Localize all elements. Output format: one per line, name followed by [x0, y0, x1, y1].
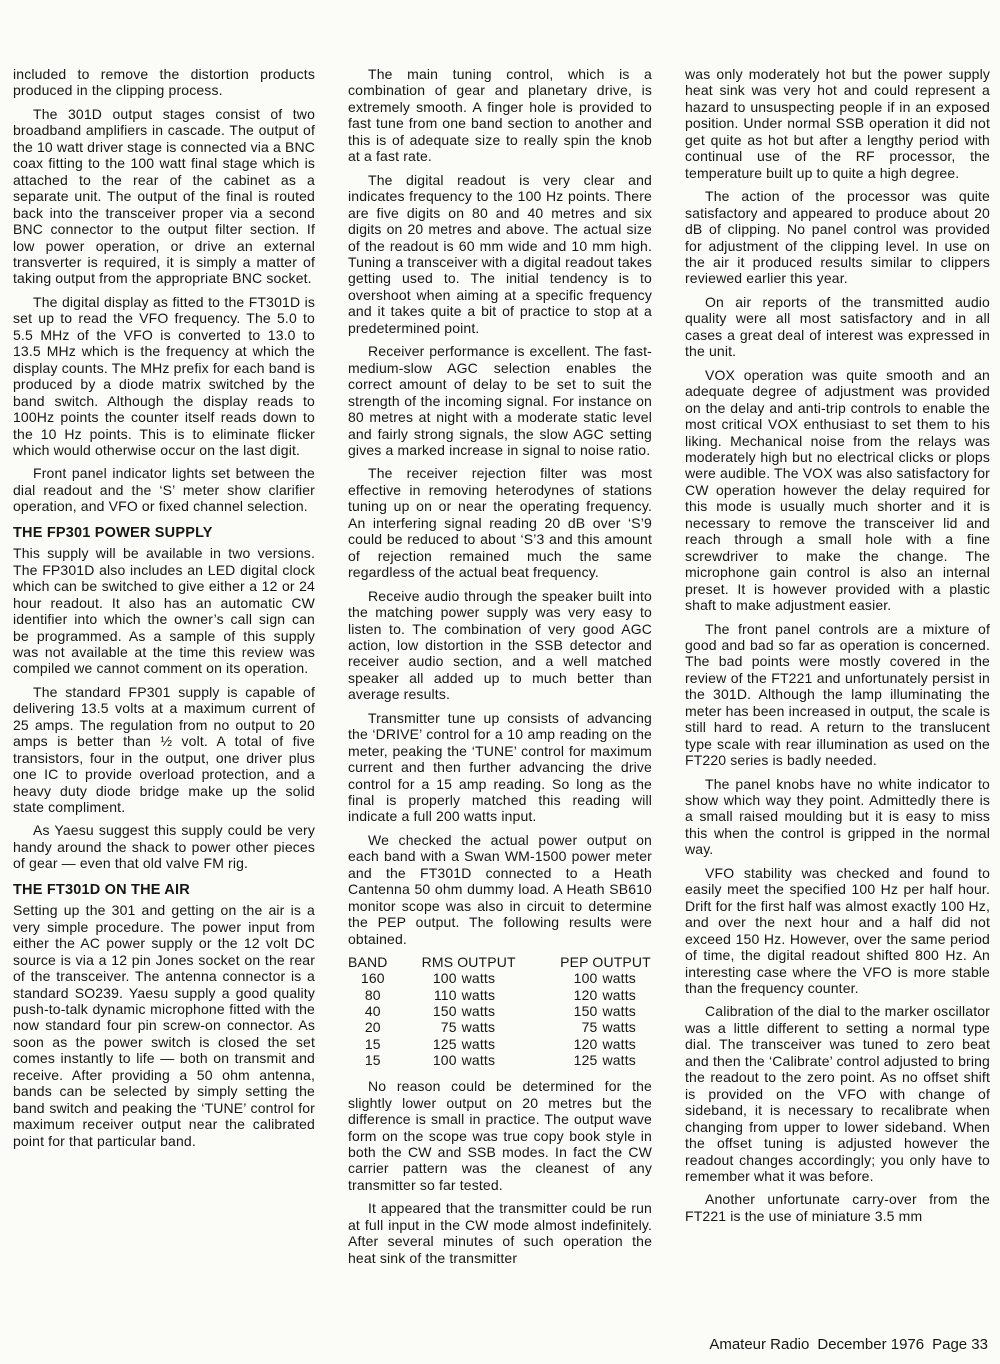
pep-unit-cell: watts — [602, 1003, 636, 1019]
paragraph: Another unfortunate carry-over from the FT221 is the use of miniature 3.5 mm — [685, 1191, 990, 1224]
paragraph: Front panel indicator lights set between the dial readout and the ‘S’ meter show clarifier operation, and VFO or fixed channel selection. — [13, 465, 315, 515]
paragraph: No reason could be determined for the slightly lower output on 20 metres but the difference is small in practice. The output wave form on the scope was true copy book style in both the CW and SSB modes. In fact the CW carrier pattern was the cleanest of any transmitter so far tested. — [348, 1078, 652, 1193]
pep-value-cell: 150 — [573, 1003, 598, 1019]
paragraph: Calibration of the dial to the marker oscillator was a little different to setting a normal type dial. The transceiver was tuned to zero beat and then the ‘Calibrate’ control adjusted to bring the readout to the zero point. As no offset shift is provided on the VFO with change of sideband, it is necessary to recalibrate when changing from upper to lower sideband. When the offset tuning is adjusted however the readout changes accordingly; you only have to remember what it was before. — [685, 1003, 990, 1184]
pep-value-cell: 100 — [573, 970, 598, 987]
band-cell: 40 — [364, 1003, 381, 1019]
paragraph: Transmitter tune up consists of advancing the ‘DRIVE’ control for a 10 amp reading on the meter, peaking the ‘TUNE’ control for maximum current and then further advancing the drive control for a 15 amp reading. So long as the final is properly matched this reading will indicate a full 200 watts input. — [348, 709, 652, 825]
pep-value-cell: 125 — [573, 1051, 598, 1068]
column-1 — [13, 66, 315, 1156]
paragraph: The main tuning control, which is a combination of gear and planetary drive, is extremely smooth. A finger hole is provided to fast tune from one band section to another and this is of adequate size to really spin the knob at a fast rate. — [348, 66, 652, 165]
rms-unit-cell: watts — [461, 970, 496, 987]
table-row — [348, 970, 652, 986]
paragraph: Receive audio through the speaker built into the matching power supply was very easy to listen to. The combination of very good AGC action, low distortion in the SSB detector and receiver audio section, and a well matched speaker all added up to much better than average results. — [348, 587, 652, 703]
header-pep-output: PEP OUTPUT — [560, 954, 651, 971]
paragraph: We checked the actual power output on each band with a Swan WM-1500 power meter and the FT301D connected to a Heath Cantenna 50 ohm dummy load. A Heath SB610 monitor scope was also in circuit to determine the PEP output. The following results were obtained. — [348, 831, 652, 947]
power-output-table — [348, 954, 652, 1068]
pep-unit-cell: watts — [602, 986, 636, 1003]
header-rms-output: RMS OUTPUT — [421, 954, 516, 971]
band-cell: 80 — [364, 986, 381, 1003]
rms-value-cell: 150 — [432, 1003, 457, 1019]
paragraph: Setting up the 301 and getting on the air is a very simple procedure. The power input from either the AC power supply or the 12 volt DC source is via a 12 pin Jones socket on the rear of the transceiver. The antenna connector is a standard SO239. Yaesu supply a good quality push-to-talk dynamic microphone fitted with the now standard four pin screw-on connector. As soon as the power switch is closed the set comes instantly to life — both on transmit and receive. After providing a 50 ohm antenna, bands can be selected by simply setting the band switch and peaking the ‘TUNE’ control for maximum receiver output near the calibrated point for that particular band. — [13, 902, 315, 1149]
paragraph: included to remove the distortion products produced in the clipping process. — [13, 66, 315, 99]
paragraph: The panel knobs have no white indicator to show which way they point. Admittedly there is a small raised moulding but it is easy to miss this when the control is gripped in the normal way. — [685, 775, 990, 858]
band-cell: 15 — [364, 1051, 381, 1068]
paragraph: The digital readout is very clear and indicates frequency to the 100 Hz points. There are five digits on 80 and 40 metres and six digits on 20 metres and above. The actual size of the readout is 60 mm wide and 10 mm high. Tuning a transceiver with a digital readout takes getting used to. The initial tendency is to overshoot when aiming at a specific frequency and it takes quite a bit of practice to stop at a predetermined point. — [348, 171, 652, 336]
paragraph: The standard FP301 supply is capable of delivering 13.5 volts at a maximum current of 25 amps. The regulation from no output to 20 amps is better than ½ volt. A total of five transistors, four in the output, one driver plus one IC to provide overload protection, and a heavy duty diode bridge make up the solid state compliment. — [13, 683, 315, 816]
paragraph: The 301D output stages consist of two broadband amplifiers in cascade. The output of the 10 watt driver stage is connected via a BNC coax fitting to the 100 watt final stage which is attached to the rear of the cabinet as a separate unit. The output of the final is routed back into the transceiver proper via a second BNC connector to the output filter section. If low power operation, or drive an external transverter is required, it is simply a matter of taking output from the appropriate BNC socket. — [13, 105, 315, 287]
rms-unit-cell: watts — [461, 1035, 496, 1052]
footer-publication: Amateur Radio — [709, 1336, 810, 1353]
table-row — [348, 1019, 652, 1035]
paragraph: VFO stability was checked and found to easily meet the specified 100 Hz per half hour. Drift for the first half was almost exactly 100 Hz, and over the next hour and a half did not exceed 150 Hz. However, over the same period of time, the digital readout shifted 800 Hz. An interesting case where the VFO is more stable than the frequency counter. — [685, 864, 990, 997]
paragraph: It appeared that the transmitter could be run at full input in the CW mode almost indefinitely. After several minutes of such operation the heat sink of the transmitter — [348, 1200, 652, 1266]
footer-issue: December 1976 — [817, 1336, 925, 1353]
pep-unit-cell: watts — [602, 1019, 636, 1036]
column-2 — [348, 66, 652, 1273]
section-heading-fp301: THE FP301 POWER SUPPLY — [13, 524, 213, 541]
paragraph: The receiver rejection filter was most effective in removing heterodynes of stations tuning up on or near the operating frequency. An interfering signal reading 20 dB over ‘S’9 could be reduced to about ‘S’3 and this amount of rejection remained much the same regardless of the actual beat frequency. — [348, 465, 652, 581]
pep-value-cell: 120 — [573, 1035, 598, 1052]
table-row — [348, 1003, 652, 1019]
rms-value-cell: 75 — [440, 1019, 457, 1036]
section-heading-on-air: THE FT301D ON THE AIR — [13, 881, 190, 898]
page-footer — [676, 1336, 988, 1353]
rms-value-cell: 100 — [432, 970, 457, 987]
table-row — [348, 987, 652, 1003]
rms-unit-cell: watts — [461, 1051, 496, 1068]
paragraph: The front panel controls are a mixture of good and bad so far as operation is concerned. The bad points were mostly covered in the review of the FT221 and unfortunately persist in the 301D. Although the lamp illuminating the meter has been increased in output, the scale is still hard to read. A return to the translucent type scale with rear illumination as used on the FT220 series is badly needed. — [685, 620, 990, 769]
band-cell: 160 — [360, 970, 385, 987]
rms-value-cell: 100 — [432, 1051, 457, 1068]
table-header-row — [348, 954, 652, 970]
table-row — [348, 1052, 652, 1068]
paragraph: was only moderately hot but the power supply heat sink was very hot and could represent a hazard to unsuspecting people if in an exposed position. Under normal SSB operation it did not get quite as hot but after a lengthy period with continual use of the RF processor, the temperature built up to quite a high degree. — [685, 66, 990, 181]
paragraph: This supply will be available in two versions. The FP301D also includes an LED digital clock which can be switched to give either a 12 or 24 hour readout. It also has an automatic CW identifier into which the owner’s call sign can be programmed. As a sample of this supply was not available at the time this review was compiled we cannot comment on its operation. — [13, 545, 315, 677]
band-cell: 15 — [364, 1035, 381, 1052]
pep-unit-cell: watts — [602, 1035, 636, 1052]
paragraph: The digital display as fitted to the FT301D is set up to read the VFO frequency. The 5.0 to 5.5 MHz of the VFO is converted to 13.0 to 13.5 MHz which is the frequency at which the display counts. The MHz prefix for each band is produced by a diode matrix switched by the band switch. Although the display reads to 100Hz points the counter itself reads down to the 10 Hz points. This is to eliminate flicker which would otherwise occur on the last digit. — [13, 293, 315, 458]
table-row — [348, 1036, 652, 1052]
rms-unit-cell: watts — [461, 986, 496, 1003]
paragraph: As Yaesu suggest this supply could be very handy around the shack to power other pieces of gear — even that old valve FM rig. — [13, 822, 315, 872]
pep-unit-cell: watts — [602, 970, 636, 987]
paragraph: The action of the processor was quite satisfactory and appeared to produce about 20 dB of clipping. No panel control was provided for adjustment of the clipping level. In use on the air it produced results similar to clippers reviewed earlier this year. — [685, 188, 990, 287]
rms-value-cell: 125 — [432, 1035, 457, 1052]
pep-value-cell: 120 — [573, 986, 598, 1003]
pep-value-cell: 75 — [581, 1019, 598, 1036]
band-cell: 20 — [364, 1019, 381, 1036]
footer-page-number: Page 33 — [932, 1336, 988, 1353]
rms-unit-cell: watts — [461, 1003, 496, 1019]
header-band: BAND — [348, 954, 388, 971]
pep-unit-cell: watts — [602, 1051, 636, 1068]
paragraph: VOX operation was quite smooth and an adequate degree of adjustment was provided on the delay and anti-trip controls to enable the most critical VOX enthusiast to set them to his liking. Mechanical noise from the relays was moderately high but no electrical clicks or plops were audible. The VOX was also satisfactory for CW operation however the delay required for this mode is usually much shorter and it is necessary to remove the transceiver lid and reach through a small hole with a fine screwdriver to make the change. The microphone gain control is also an internal preset. It is however provided with a plastic shaft to make adjustment easier. — [685, 366, 990, 614]
rms-value-cell: 110 — [433, 986, 457, 1003]
paragraph: On air reports of the transmitted audio quality were all most satisfactory and in all cases a great deal of interest was expressed in the unit. — [685, 293, 990, 360]
column-3 — [685, 66, 990, 1231]
paragraph: Receiver performance is excellent. The fast-medium-slow AGC selection enables the correct amount of delay to be set to suit the strength of the incoming signal. For instance on 80 metres at night with a moderate static level and fairly strong signals, the slow AGC setting gives a marked increase in signal to noise ratio. — [348, 343, 652, 458]
rms-unit-cell: watts — [461, 1019, 496, 1036]
